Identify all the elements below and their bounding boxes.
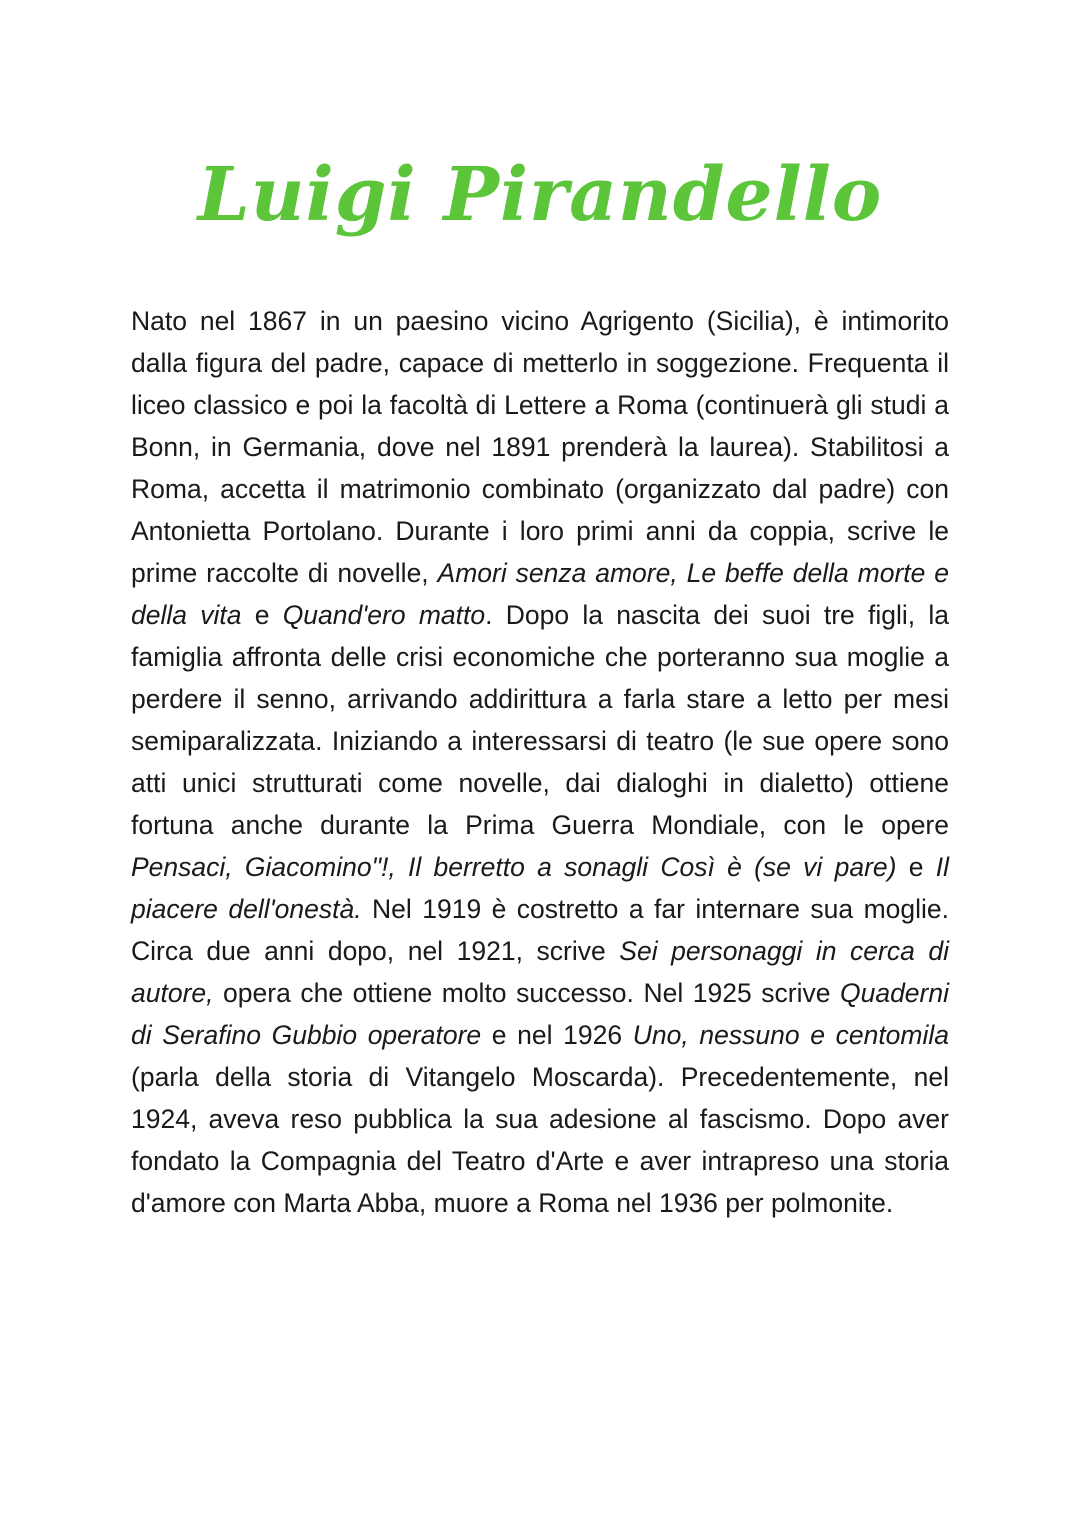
text-run: (parla della storia di Vitangelo Moscarda). Precedentemente, nel 1924, aveva reso pubblica la sua adesione al fascismo. Dopo aver fondato la Compagnia del Teatro d'Arte e aver intrapreso una storia d'amore con Marta Abba, muore a Roma nel 1936 per polmonite.	[131, 1062, 949, 1218]
work-title: Sei personaggi in cerca di autore,	[131, 936, 950, 1008]
text-run: e	[896, 852, 936, 882]
work-title: Quaderni di Serafino Gubbio operatore	[131, 978, 949, 1050]
biography-paragraph	[131, 300, 949, 1224]
work-title: Amori senza amore, Le beffe della morte e della vita	[131, 558, 949, 630]
text-run: e	[241, 600, 283, 630]
text-run: e nel 1926	[481, 1020, 633, 1050]
text-run: . Dopo la nascita dei suoi tre figli, la famiglia affronta delle crisi economiche che porteranno sua moglie a perdere il senno, arrivando addirittura a farla stare a letto per mesi semiparalizzata. Iniziando a interessarsi di teatro (le sue opere sono atti unici strutturati come novelle, dai dialoghi in dialetto) ottiene fortuna anche durante la Prima Guerra Mondiale, con le opere	[131, 600, 949, 840]
work-title: Quand'ero matto	[282, 600, 486, 630]
text-run: opera che ottiene molto successo. Nel 1925 scrive	[213, 978, 840, 1008]
text-run: Nel 1919 è costretto a far internare sua moglie. Circa due anni dopo, nel 1921, scrive	[131, 894, 950, 966]
work-title: Il piacere dell'onestà.	[131, 852, 949, 924]
work-title: Uno, nessuno e centomila	[632, 1020, 950, 1050]
text-run: Nato nel 1867 in un paesino vicino Agrigento (Sicilia), è intimorito dalla figura del padre, capace di metterlo in soggezione. Frequenta il liceo classico e poi la facoltà di Lettere a Roma (continuerà gli studi a Bonn, in Germania, dove nel 1891 prenderà la laurea). Stabilitosi a Roma, accetta il matrimonio combinato (organizzato dal padre) con Antonietta Portolano. Durante i loro primi anni da coppia, scrive le prime raccolte di novelle,	[131, 306, 949, 588]
page-title: Luigi Pirandello	[197, 152, 883, 238]
work-title: Pensaci, Giacomino"!, Il berretto a sonagli Così è (se vi pare)	[131, 852, 897, 882]
